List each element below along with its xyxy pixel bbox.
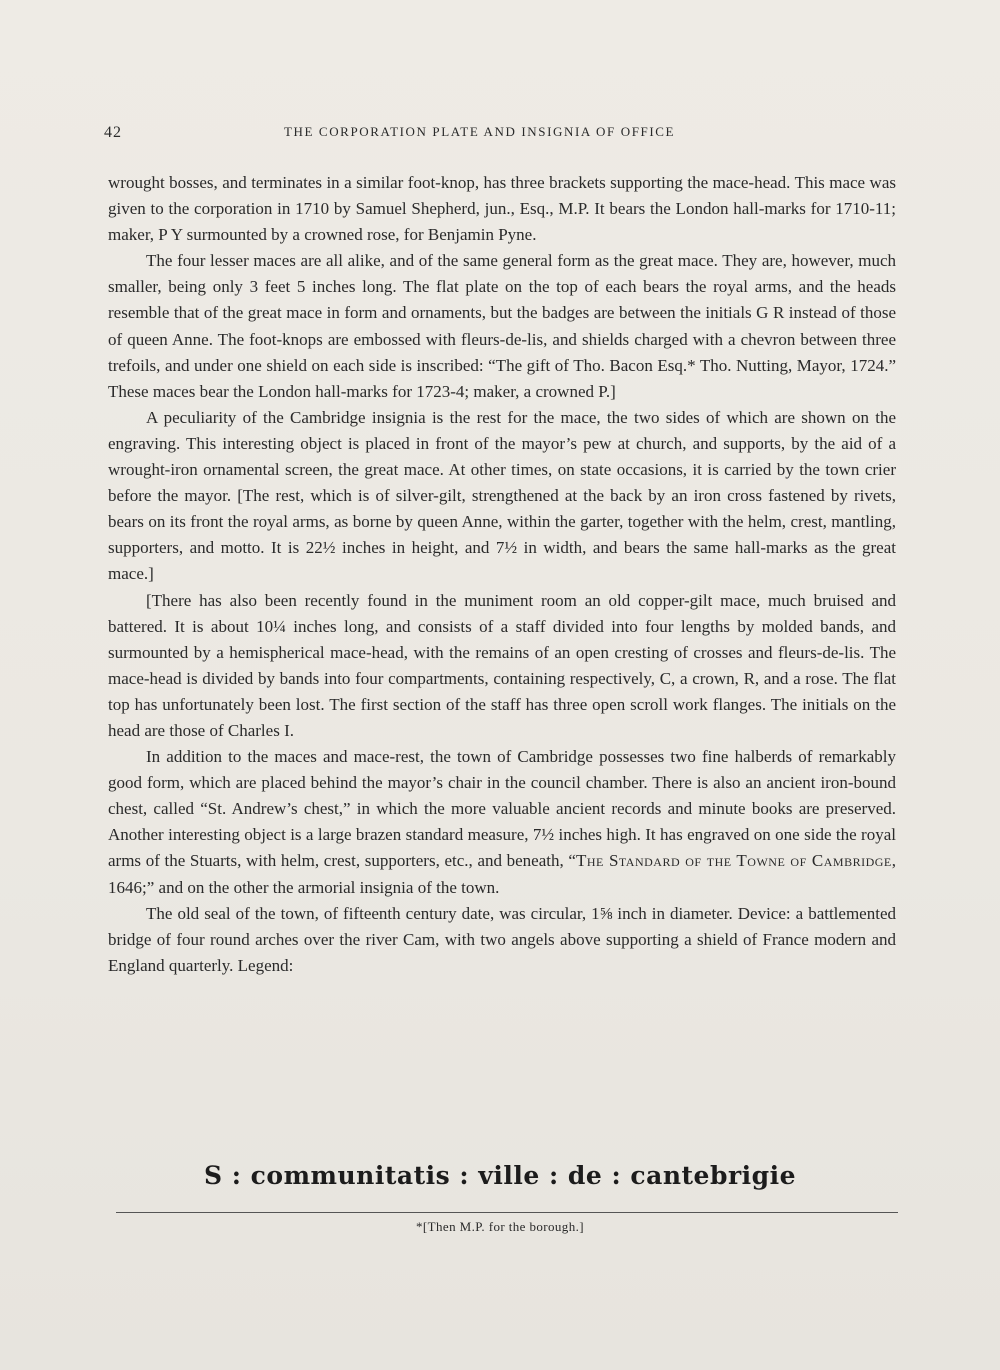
paragraph-3: A peculiarity of the Cambridge insignia is the rest for the mace, the two sides of which are shown on the engraving. This interesting object is placed in front of the mayor’s pew at church, and supports, by the aid of a wrought-iron ornamental screen, the great mace. At other times, on state occasions, it is carried by the town crier before the mayor. [The rest, which is of silver-gilt, strengthened at the back by an iron cross fastened by rivets, bears on its front the royal arms, as borne by queen Anne, within the garter, together with the helm, crest, mantling, supporters, and motto. It is 22½ inches in height, and 7½ in width, and bears the same hall-marks as the great mace.] <box>108 407 896 584</box>
footnote: *[Then M.P. for the borough.] <box>416 1219 584 1234</box>
paragraph-5-text-b: , 1646;” and on the other the armorial insignia of the town. <box>108 851 897 897</box>
running-head <box>104 122 894 146</box>
paragraph-1: wrought bosses, and terminates in a similar foot-knop, has three brackets supporting the mace-head. This mace was given to the corporation in 1710 by Samuel Shepherd, jun., Esq., M.P. It bears the London hall-marks for 1710-11; maker, P Y surmounted by a crowned rose, for Benjamin Pyne. <box>108 173 896 245</box>
seal-legend: S : communitatis : ville : de : cantebrigie <box>203 1161 796 1190</box>
running-title: THE CORPORATION PLATE AND INSIGNIA OF OFFICE <box>284 124 676 139</box>
paragraph-5 <box>108 744 896 901</box>
paragraph-6: The old seal of the town, of fifteenth century date, was circular, 1⅝ inch in diameter. Device: a battlemented bridge of four round arches over the river Cam, with two angels above supporting a shield of France modern and England quarterly. Legend: <box>108 903 896 975</box>
paragraph-2: The four lesser maces are all alike, and of the same general form as the great mace. They are, however, much smaller, being only 3 feet 5 inches long. The flat plate on the top of each bears the royal arms, and the heads resemble that of the great mace in form and ornaments, but the badges are between the initials G R instead of those of queen Anne. The foot-knops are embossed with fleurs-de-lis, and shields charged with a chevron between three trefoils, and under one shield on each side is inscribed: “The gift of Tho. Bacon Esq.* Tho. Nutting, Mayor, 1724.” These maces bear the London hall-marks for 1723-4; maker, a crowned P.] <box>108 251 896 401</box>
paragraph-5-text-a: In addition to the maces and mace-rest, the town of Cambridge possesses two fine halberds of remarkably good form, which are placed behind the mayor’s chair in the council chamber. There is also an ancient iron-bound chest, called “St. Andrew’s chest,” in which the more valuable ancient records and minute books are preserved. Another interesting object is a large brazen standard measure, 7½ inches high. It has engraved on one side the royal arms of the Stuarts, with helm, crest, supporters, etc., and beneath, “ <box>108 747 896 871</box>
footnote-rule <box>116 1212 898 1213</box>
page-number: 42 <box>104 124 122 141</box>
body-text <box>108 170 896 979</box>
standard-inscription: The Standard of the Towne of Cambridge <box>575 851 892 871</box>
paragraph-4: [There has also been recently found in the muniment room an old copper-gilt mace, much bruised and battered. It is about 10¼ inches long, and consists of a staff divided into four lengths by molded bands, and surmounted by a hemispherical mace-head, with the remains of an open cresting of crosses and fleurs-de-lis. The mace-head is divided by bands into four compartments, containing respectively, C, a crown, R, and a rose. The flat top has unfortunately been lost. The first section of the staff has three open scroll work flanges. The initials on the head are those of Charles I. <box>108 590 896 740</box>
